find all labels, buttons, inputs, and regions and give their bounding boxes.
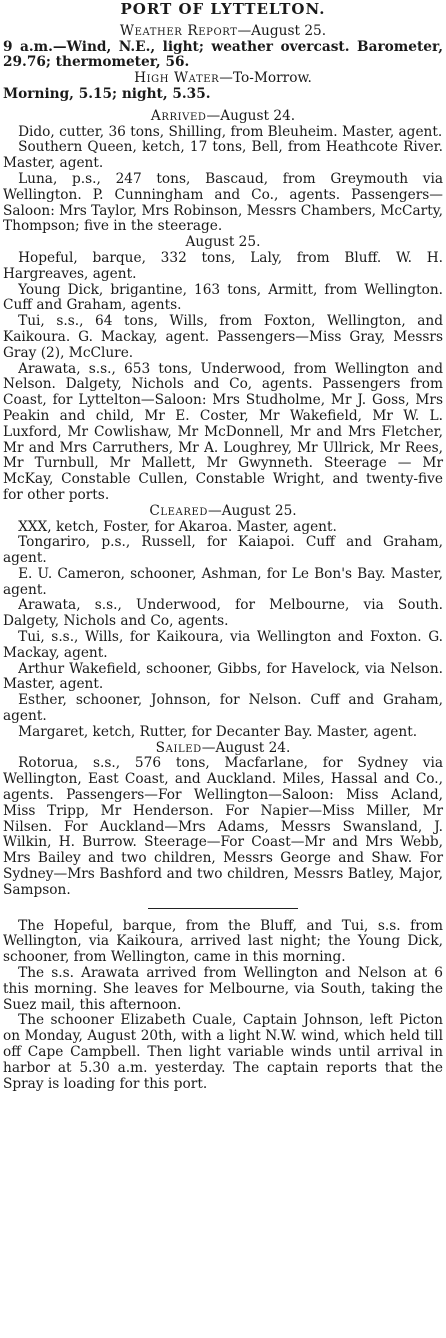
- arrival-entry: Arawata, s.s., 653 tons, Underwood, from Wellington and Nelson. Dalgety, Nichols and Co, agents. Passengers from Coast, for Lyttelton—Saloon: Mrs Studholme, Mr J. Goss, Mrs Peakin and child, Mr E. Coster, Mr Wakefield, Mr W. L. Luxford, Mr Cowlishaw, Mr McDonnell, Mr and Mrs Fletcher, Mr and Mrs Carruthers, Mr A. Loughrey, Mr Ullrick, Mr Rees, Mr Turnbull, Mr Mallett, Mr Gwynneth. Steerage — Mr McKay, Constable Cullen, Constable Wright, and twenty-five for other ports.: [3, 360, 443, 503]
- arrival-entry: Hopeful, barque, 332 tons, Laly, from Bluff. W. H. Hargreaves, agent.: [3, 249, 443, 282]
- arrival-entry: Southern Queen, ketch, 17 tons, Bell, from Heathcote River. Master, agent.: [3, 139, 443, 172]
- arrival-entry: Luna, p.s., 247 tons, Bascaud, from Greymouth via Wellington. P. Cunningham and Co., agents. Passengers—Saloon: Mrs Taylor, Mrs Robinson, Messrs Chambers, McCarty, Thompson; five in the steerage.: [3, 170, 443, 235]
- weather-heading: [3, 24, 443, 40]
- tide-heading-rest: —To-Morrow.: [219, 70, 312, 87]
- arrival-entry: Dido, cutter, 36 tons, Shilling, from Bleuheim. Master, agent.: [18, 123, 443, 140]
- arrived-heading: [3, 109, 443, 125]
- tide-heading-label: High Water: [134, 70, 220, 87]
- cleared-entry: Margaret, ketch, Rutter, for Decanter Bay. Master, agent.: [18, 723, 418, 740]
- cleared-heading: [3, 504, 443, 520]
- tide-times: Morning, 5.15; night, 5.35.: [3, 85, 211, 102]
- cleared-entry: E. U. Cameron, schooner, Ashman, for Le Bon's Bay. Master, agent.: [3, 565, 443, 598]
- cleared-entry: Tui, s.s., Wills, for Kaikoura, via Wellington and Foxton. G. Mackay, agent.: [3, 629, 443, 661]
- sailed-entry: Rotorua, s.s., 576 tons, Macfarlane, for Sydney via Wellington, East Coast, and Auckland. Miles, Hassal and Co., agents. Passengers—For Wellington—Saloon: Miss Acland, Miss Tripp, Mr Henderson. For Napier—Miss Miller, Mr Nilsen. For Auckland—Mrs Adams, Messrs Swansland, J. Wilkin, H. Burrow. Steerage—For Coast—Mr and Mrs Webb, Mrs Bailey and two children, Messrs George and Shaw. For Sydney—Mrs Bashford and two children, Messrs Batley, Major, Sampson.: [3, 755, 443, 898]
- arrival-entry: Young Dick, brigantine, 163 tons, Armitt, from Wellington. Cuff and Graham, agents.: [3, 281, 443, 314]
- section-divider: [148, 908, 298, 909]
- cleared-heading-date: —August 25.: [208, 502, 297, 519]
- news-paragraph: The Hopeful, barque, from the Bluff, and Tui, s.s. from Wellington, via Kaikoura, arrived last night; the Young Dick, schooner, from Wellington, came in this morning.: [3, 917, 443, 966]
- arrived-heading-date: —August 24.: [206, 107, 296, 124]
- arrival-entry: Tui, s.s., 64 tons, Wills, from Foxton, Wellington, and Kaikoura. G. Mackay, agent. Passengers—Miss Gray, Messrs Gray (2), McClure.: [3, 313, 443, 361]
- sailed-heading-date: —August 24.: [201, 739, 291, 756]
- cleared-entry: Tongariro, p.s., Russell, for Kaiapoi. Cuff and Graham, agent.: [3, 534, 443, 567]
- sailed-heading: [3, 741, 443, 757]
- arrived-heading-label: Arrived: [150, 107, 207, 124]
- tide-heading: [3, 71, 443, 87]
- cleared-entry: Arawata, s.s., Underwood, for Melbourne, via South. Dalgety, Nichols and Co, agents.: [3, 597, 443, 630]
- cleared-entry: Arthur Wakefield, schooner, Gibbs, for Havelock, via Nelson. Master, agent.: [3, 660, 443, 693]
- weather-report: 9 a.m.—Wind, N.E., light; weather overcast. Barometer, 29.76; thermometer, 56.: [3, 38, 443, 71]
- news-paragraph: The s.s. Arawata arrived from Wellington and Nelson at 6 this morning. She leaves for Melbourne, via South, taking the Suez mail, this afternoon.: [3, 965, 443, 1013]
- news-paragraph: The schooner Elizabeth Cuale, Captain Johnson, left Picton on Monday, August 20th, with a light N.W. wind, which held till off Cape Campbell. Then light variable winds until arrival in harbor at 5.30 a.m. yesterday. The captain reports that the Spray is loading for this port.: [3, 1012, 443, 1092]
- cleared-entry: XXX, ketch, Foster, for Akaroa. Master, agent.: [18, 518, 337, 535]
- sailed-heading-label: Sailed: [155, 739, 202, 756]
- weather-heading-date: —August 25.: [237, 22, 327, 39]
- arrived-date-heading: August 25.: [185, 234, 261, 251]
- page-title: PORT OF LYTTELTON.: [120, 0, 326, 18]
- weather-heading-label: Weather Report: [119, 22, 238, 39]
- cleared-entry: Esther, schooner, Johnson, for Nelson. Cuff and Graham, agent.: [3, 692, 443, 725]
- cleared-heading-label: Cleared: [149, 502, 209, 519]
